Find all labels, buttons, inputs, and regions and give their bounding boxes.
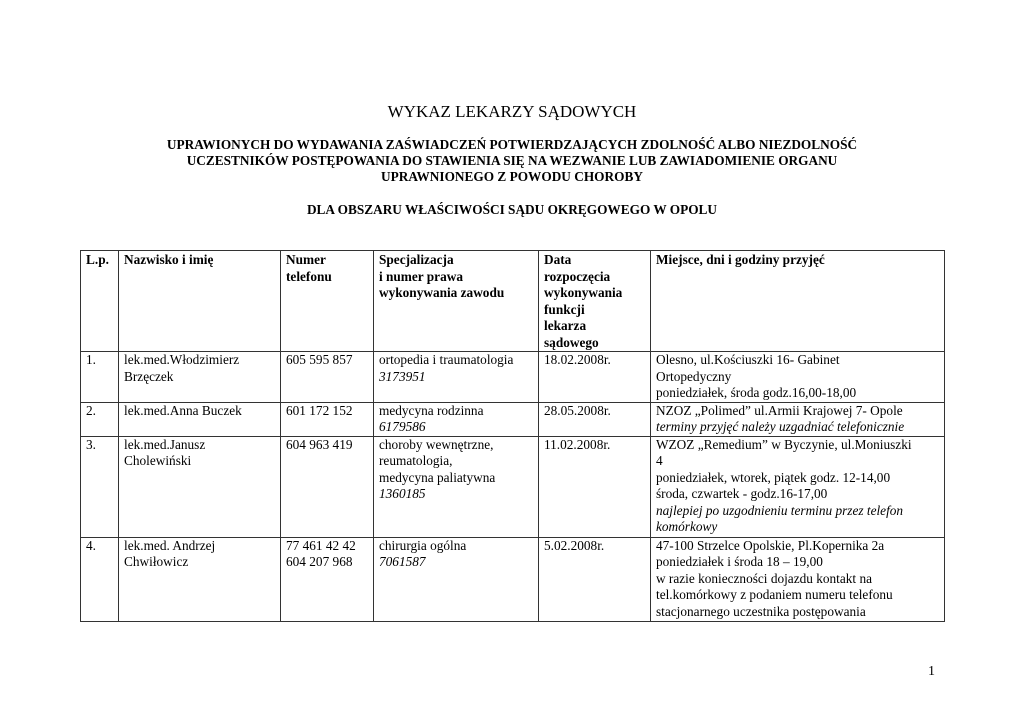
header-line: Numer [286,252,326,267]
specialization-line: choroby wewnętrzne, [379,436,494,452]
place-line: stacjonarnego uczestnika postępowania [656,603,866,619]
specialization-line: medycyna paliatywna [379,469,496,485]
header-line: Specjalizacja [379,252,454,267]
header-place: Miejsce, dni i godziny przyjęć [651,251,945,352]
subtitle [120,137,904,185]
cell-specialization [374,402,539,436]
table-row [81,402,945,436]
license-number: 1360185 [379,486,426,501]
cell-name [119,436,281,537]
subtitle-line: UPRAWNIONEGO Z POWODU CHOROBY [381,169,643,184]
place-note: komórkowy [656,519,718,534]
header-name: Nazwisko i imię [119,251,281,352]
doctors-table [80,250,945,622]
place-line: 47-100 Strzelce Opolskie, Pl.Kopernika 2a [656,537,885,553]
cell-lp: 2. [81,402,119,436]
cell-phone [281,352,374,403]
header-lp: L.p. [81,251,119,352]
specialization-line: medycyna rodzinna [379,402,484,418]
doctor-name-line: lek.med.Anna Buczek [124,402,242,418]
header-phone [281,251,374,352]
doctor-name-line: lek.med. Andrzej [124,537,216,553]
page-number: 1 [928,664,935,679]
place-line: tel.komórkowy z podaniem numeru telefonu [656,587,893,602]
cell-name [119,352,281,403]
cell-lp: 1. [81,352,119,403]
header-line: lekarza [544,318,587,333]
header-line: rozpoczęcia [544,268,611,284]
place-line: w razie konieczności dojazdu kontakt na [656,570,872,586]
cell-lp: 3. [81,436,119,537]
jurisdiction-heading: DLA OBSZARU WŁAŚCIWOŚCI SĄDU OKRĘGOWEGO W OPOLU [306,202,718,217]
place-line: WZOZ „Remedium” w Byczynie, ul.Moniuszki [656,436,912,452]
table-row [81,436,945,537]
specialization-line: reumatologia, [379,453,453,468]
cell-place [651,352,945,403]
cell-start-date: 5.02.2008r. [539,537,651,621]
header-specialization [374,251,539,352]
phone-number: 605 595 857 [286,352,353,367]
cell-lp: 4. [81,537,119,621]
specialization-line: chirurgia ogólna [379,537,467,553]
doctor-name-line: Cholewiński [124,453,192,468]
doctor-name-line: lek.med.Janusz [124,436,206,452]
doctor-name-line: lek.med.Włodzimierz [124,352,240,367]
subtitle-line: UPRAWIONYCH DO WYDAWANIA ZAŚWIADCZEŃ POTWIERDZAJĄCYCH ZDOLNOŚĆ ALBO NIEZDOLNOŚĆ [166,137,858,152]
header-line: funkcji [544,301,585,317]
table-header-row [81,251,945,352]
license-number: 3173951 [379,368,426,384]
cell-start-date: 11.02.2008r. [539,436,651,537]
cell-specialization [374,352,539,403]
cell-phone [281,537,374,621]
subtitle-line: UCZESTNIKÓW POSTĘPOWANIA DO STAWIENIA SIĘ NA WEZWANIE LUB ZAWIADOMIENIE ORGANU [186,153,838,168]
cell-name [119,537,281,621]
page-title: WYKAZ LEKARZY SĄDOWYCH [387,102,637,121]
license-number: 6179586 [379,419,426,434]
cell-name [119,402,281,436]
place-note: najlepiej po uzgodnieniu terminu przez telefon [656,502,904,518]
place-line: środa, czwartek - godz.16-17,00 [656,486,828,501]
phone-number: 604 963 419 [286,436,353,452]
cell-place [651,537,945,621]
doctor-name-line: Brzęczek [124,368,174,384]
license-number: 7061587 [379,554,426,569]
cell-place [651,402,945,436]
header-line: Data [544,252,572,267]
cell-start-date: 28.05.2008r. [539,402,651,436]
place-line: poniedziałek, środa godz.16,00-18,00 [656,385,857,400]
header-line: sądowego [544,334,599,350]
phone-number: 601 172 152 [286,402,353,418]
table-row [81,352,945,403]
cell-phone [281,402,374,436]
place-line: poniedziałek, wtorek, piątek godz. 12-14,00 [656,469,891,485]
cell-specialization [374,537,539,621]
cell-start-date: 18.02.2008r. [539,352,651,403]
specialization-line: ortopedia i traumatologia [379,352,514,367]
phone-number: 77 461 42 42 [286,537,356,553]
doctor-name-line: Chwiłowicz [124,554,189,569]
phone-number: 604 207 968 [286,554,353,569]
header-line: telefonu [286,268,332,284]
header-line: wykonywania zawodu [379,285,505,300]
header-start-date [539,251,651,352]
place-line: Ortopedyczny [656,368,732,384]
place-line: NZOZ „Polimed” ul.Armii Krajowej 7- Opole [656,402,903,418]
place-line: Olesno, ul.Kościuszki 16- Gabinet [656,352,840,367]
place-note: terminy przyjęć należy uzgadniać telefonicznie [656,419,905,434]
header-line: i numer prawa [379,268,463,284]
cell-phone [281,436,374,537]
place-line: 4 [656,453,663,468]
cell-specialization [374,436,539,537]
header-line: wykonywania [544,285,623,300]
place-line: poniedziałek i środa 18 – 19,00 [656,554,823,569]
cell-place [651,436,945,537]
table-row [81,537,945,621]
